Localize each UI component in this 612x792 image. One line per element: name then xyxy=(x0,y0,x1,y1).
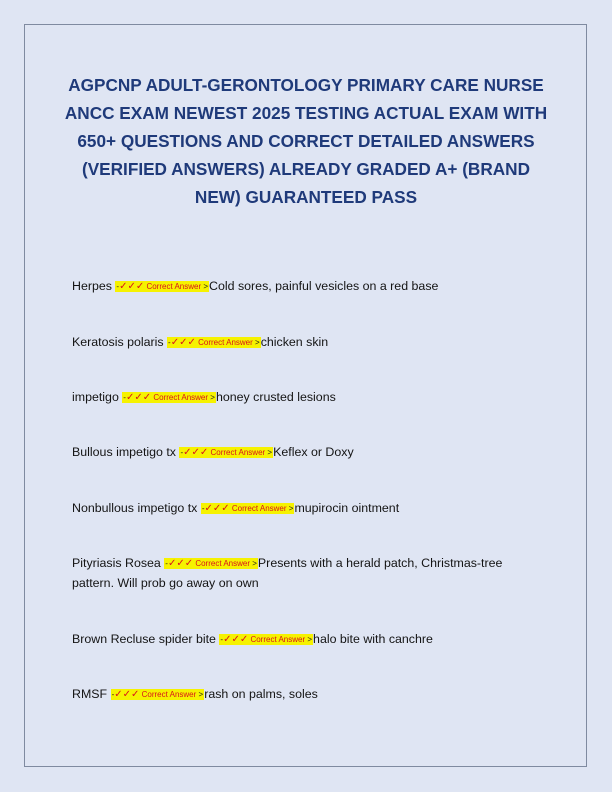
badge-label: Correct Answer xyxy=(141,690,197,699)
qa-item-keratosis-polaris xyxy=(72,332,542,352)
correct-answer-badge xyxy=(179,447,273,458)
badge-label: Correct Answer xyxy=(146,282,202,291)
correct-answer-badge xyxy=(167,337,261,348)
correct-answer-badge xyxy=(122,392,216,403)
caret-icon: > xyxy=(288,504,294,513)
caret-icon: > xyxy=(203,282,209,291)
qa-item-pityriasis-rosea xyxy=(72,553,542,593)
qa-item-impetigo xyxy=(72,387,542,407)
badge-label: Correct Answer xyxy=(198,338,253,347)
document-title: AGPCNP ADULT-GERONTOLOGY PRIMARY CARE NURSE ANCC EXAM NEWEST 2025 TESTING ACTUAL EXAM WITH 650+ QUESTIONS AND CORRECT DETAILED ANSWERS (VERIFIED ANSWERS) ALREADY GRADED A+ (BRAND NEW) GUARANTEED PASS xyxy=(64,75,548,207)
caret-icon: > xyxy=(198,690,204,699)
checkmark-icon: ✓✓✓ xyxy=(183,447,209,458)
caret-icon: > xyxy=(255,338,260,347)
qa-item-brown-recluse-spider-bite xyxy=(72,629,542,649)
question-text: RMSF xyxy=(72,687,108,701)
question-text: Keratosis polaris xyxy=(72,335,164,349)
badge-dash: - xyxy=(180,448,184,457)
badge-dash: - xyxy=(168,338,171,347)
qa-item-herpes xyxy=(72,276,542,296)
caret-icon: > xyxy=(267,448,273,457)
answer-text: rash on palms, soles xyxy=(204,687,318,701)
answer-text: Cold sores, painful vesicles on a red base xyxy=(209,279,439,293)
badge-label: Correct Answer xyxy=(250,635,306,644)
answer-text: Keflex or Doxy xyxy=(273,445,354,459)
answer-text: halo bite with canchre xyxy=(313,632,433,646)
answer-text: Presents with a herald patch, Christmas-tree pattern. Will prob go away on own xyxy=(72,556,503,590)
badge-label: Correct Answer xyxy=(153,393,209,402)
answer-text: honey crusted lesions xyxy=(215,390,336,404)
question-text: Nonbullous impetigo tx xyxy=(72,501,198,515)
correct-answer-badge xyxy=(111,689,205,700)
question-text: Bullous impetigo tx xyxy=(72,445,176,459)
badge-label: Correct Answer xyxy=(195,559,251,568)
checkmark-icon: ✓✓✓ xyxy=(119,281,145,292)
correct-answer-badge xyxy=(201,503,295,514)
correct-answer-badge xyxy=(219,634,313,645)
badge-dash: - xyxy=(201,504,205,513)
badge-dash: - xyxy=(116,282,120,291)
question-text: Brown Recluse spider bite xyxy=(72,632,216,646)
correct-answer-badge xyxy=(115,281,209,292)
badge-dash: - xyxy=(111,690,115,699)
answer-text: mupirocin ointment xyxy=(294,501,400,515)
checkmark-icon: ✓✓✓ xyxy=(204,503,230,514)
checkmark-icon: ✓✓✓ xyxy=(223,634,249,645)
answer-text: chicken skin xyxy=(260,335,329,349)
correct-answer-badge xyxy=(164,558,258,569)
qa-item-nonbullous-impetigo-tx xyxy=(72,498,542,518)
badge-dash: - xyxy=(165,559,168,568)
checkmark-icon: ✓✓✓ xyxy=(125,392,152,403)
badge-dash: - xyxy=(123,393,126,402)
caret-icon: > xyxy=(307,635,313,644)
qa-item-rmsf xyxy=(72,684,542,704)
question-text: Pityriasis Rosea xyxy=(72,556,161,570)
badge-dash: - xyxy=(220,635,224,644)
checkmark-icon: ✓✓✓ xyxy=(114,689,140,700)
qa-item-bullous-impetigo-tx xyxy=(72,442,542,462)
badge-label: Correct Answer xyxy=(231,504,287,513)
checkmark-icon: ✓✓✓ xyxy=(170,337,196,348)
checkmark-icon: ✓✓✓ xyxy=(167,558,194,569)
caret-icon: > xyxy=(252,559,257,568)
caret-icon: > xyxy=(210,393,215,402)
question-text: Herpes xyxy=(72,279,112,293)
badge-label: Correct Answer xyxy=(210,448,266,457)
question-text: impetigo xyxy=(72,390,119,404)
